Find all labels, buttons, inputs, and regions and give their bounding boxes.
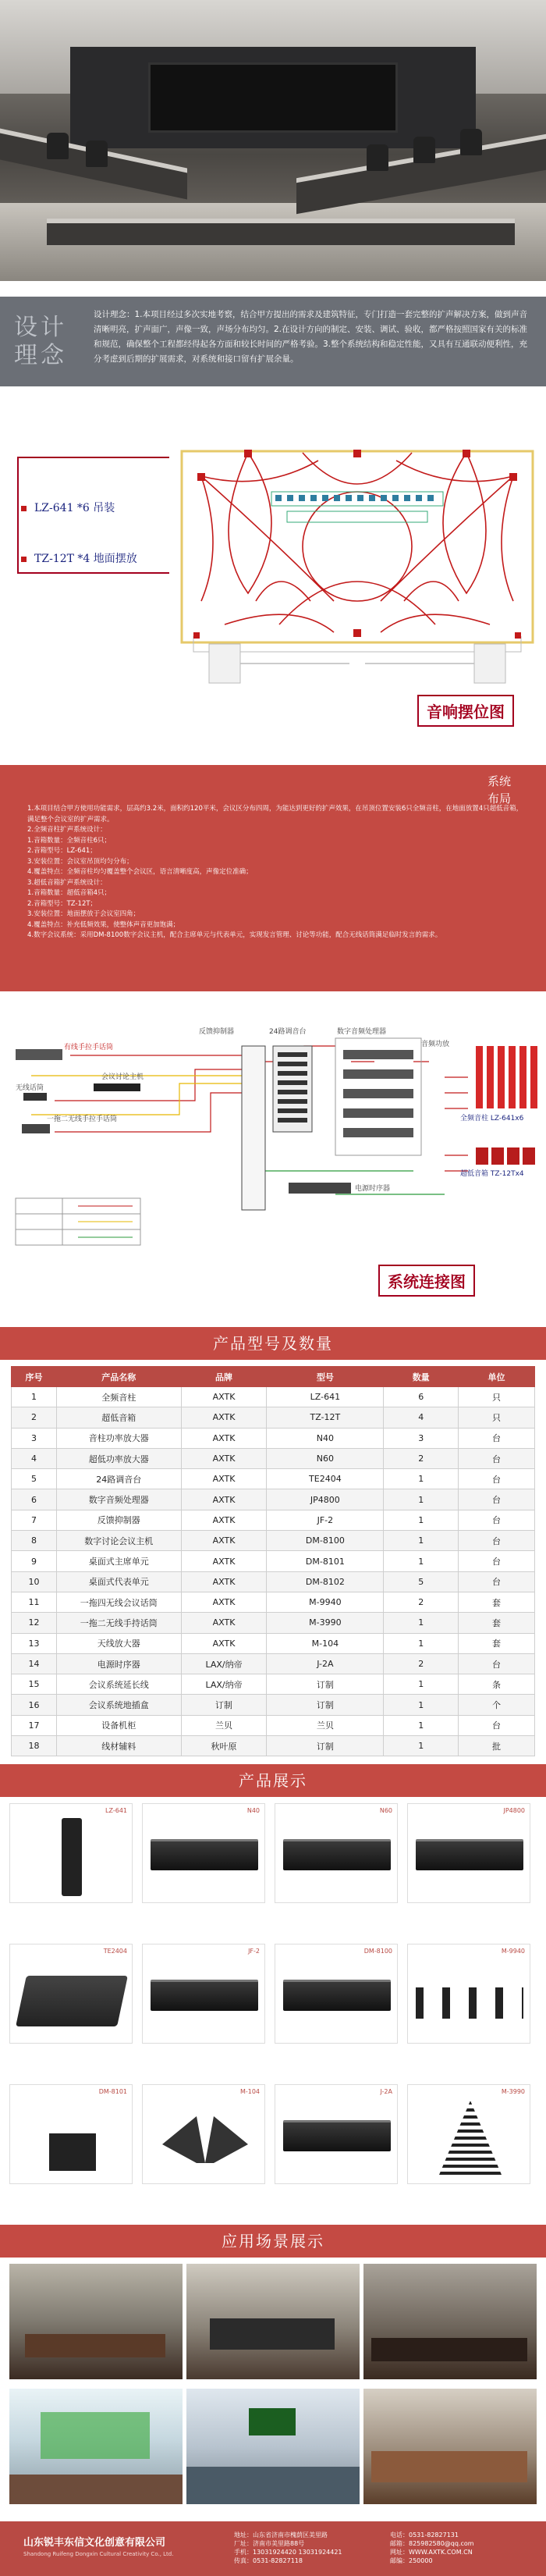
table-cell: 台	[459, 1428, 535, 1448]
diagram-left4: 一拖二无线手拉手话筒	[47, 1115, 118, 1123]
table-cell: 1	[12, 1387, 57, 1407]
table-cell: DM-8100	[267, 1531, 384, 1551]
design-title: 设计 理念	[14, 314, 67, 369]
product-image	[162, 2116, 248, 2163]
product-image	[16, 1976, 128, 2026]
table-cell: 桌面式代表单元	[56, 1571, 181, 1592]
product-card-label: N40	[246, 1807, 260, 1814]
table-cell: 9	[12, 1551, 57, 1571]
table-row	[12, 1448, 535, 1468]
table-row	[12, 1736, 535, 1756]
table-cell: 套	[459, 1633, 535, 1653]
table-row	[12, 1510, 535, 1530]
diagram-left3: 无线话筒	[16, 1084, 44, 1092]
table-cell: 一拖四无线会议话筒	[56, 1592, 181, 1612]
scene-photo-3	[363, 2264, 537, 2379]
product-card-label: M-104	[239, 2088, 260, 2095]
footer-col-2: 电话：0531-82827131 邮箱：825982580@qq.com 网址：WWW.AXTK.COM.CN 邮编：250000	[390, 2532, 474, 2564]
table-cell: 台	[459, 1715, 535, 1735]
table-cell: 电源时序器	[56, 1653, 181, 1674]
product-card	[275, 1944, 398, 2044]
footer-company: 山东锐丰东信文化创意有限公司	[23, 2537, 166, 2549]
table-cell: 2	[384, 1592, 459, 1612]
table-cell: 批	[459, 1736, 535, 1756]
product-card-label: DM-8100	[363, 1948, 392, 1955]
products-table-header	[12, 1367, 535, 1387]
product-card-label: JF-2	[248, 1948, 260, 1955]
table-cell: 套	[459, 1592, 535, 1612]
footer-col-1: 地址：山东省济南市槐荫区美里路 厂址：济南市美里路88号 手机：13031924420 13031924421 传真：0531-82827118	[234, 2532, 342, 2564]
product-card-label: JP4800	[503, 1807, 525, 1814]
product-image	[151, 1839, 258, 1870]
col-model: 型号	[267, 1367, 384, 1387]
table-cell: 天线放大器	[56, 1633, 181, 1653]
table-cell: N40	[267, 1428, 384, 1448]
front-desk	[47, 219, 515, 245]
table-cell: 7	[12, 1510, 57, 1530]
table-row	[12, 1715, 535, 1735]
table-cell: 个	[459, 1695, 535, 1715]
table-cell: 13	[12, 1633, 57, 1653]
table-cell: 台	[459, 1469, 535, 1489]
table-cell: AXTK	[181, 1551, 267, 1571]
table-cell: LZ-641	[267, 1387, 384, 1407]
table-cell: 只	[459, 1387, 535, 1407]
products-table	[11, 1366, 535, 1756]
table-cell: JF-2	[267, 1510, 384, 1530]
system-layout-text: 1.本项目结合甲方使用功能需求，层高约3.2米，面积约120平米，会议区分布四周，为能达到更好的扩声效果，在吊顶位置安装6只全频音柱，在地面放置4只超低音箱，满足整个会议室的扩声需求。 2.全频音柱扩声系统设计： 1.音箱数量：全频音柱6只； 2.音箱型号：LZ-641； 3.安装位置：会议室吊顶均匀分布； 4.覆盖特点：全频音柱均匀覆盖整个会议区，语言清晰度高，声像定位准确； 3.超低音箱扩声系统设计： 1.音箱数量：超低音箱4只； 2.音箱型号：TZ-12T； 3.安装位置：地面摆放于会议室四角； 4.覆盖特点：补充低频效果，使整体声音更加饱满； 4.数字会议系统：采用DM-8100数字会议主机，配合主席单元与代表单元，实现发言管理、讨论等功能，配合无线话筒满足临时发言的需求。	[27, 805, 523, 939]
table-cell: 全频音柱	[56, 1387, 181, 1407]
product-image	[283, 2120, 391, 2151]
table-row	[12, 1469, 535, 1489]
table-cell: 1	[384, 1531, 459, 1551]
table-row	[12, 1633, 535, 1653]
table-cell: 14	[12, 1653, 57, 1674]
diagram-left1: 有线手拉手话筒	[64, 1044, 114, 1051]
table-cell: 数字音频处理器	[56, 1489, 181, 1510]
table-cell: AXTK	[181, 1469, 267, 1489]
table-cell: 11	[12, 1592, 57, 1612]
table-cell: 订制	[267, 1736, 384, 1756]
table-cell: 秋叶原	[181, 1736, 267, 1756]
table-cell: 10	[12, 1571, 57, 1592]
table-cell: 24路调音台	[56, 1469, 181, 1489]
table-row	[12, 1407, 535, 1428]
system-layout-title: 系统 布局	[487, 774, 511, 806]
table-row	[12, 1695, 535, 1715]
showcase-banner: 产品展示	[0, 1764, 546, 1797]
table-cell: DM-8101	[267, 1551, 384, 1571]
table-row	[12, 1592, 535, 1612]
table-cell: AXTK	[181, 1489, 267, 1510]
product-card-label: M-3990	[501, 2088, 525, 2095]
table-cell: 条	[459, 1674, 535, 1695]
speaker-layout-section	[0, 433, 546, 734]
table-row	[12, 1674, 535, 1695]
table-cell: 5	[384, 1571, 459, 1592]
footer	[0, 2521, 546, 2576]
col-index: 序号	[12, 1367, 57, 1387]
table-cell: 一拖二无线手持话筒	[56, 1613, 181, 1633]
diagram-amp: 音频功放	[421, 1041, 450, 1048]
product-card	[275, 2084, 398, 2184]
table-cell: 1	[384, 1613, 459, 1633]
table-cell: AXTK	[181, 1633, 267, 1653]
table-cell: AXTK	[181, 1448, 267, 1468]
table-row	[12, 1428, 535, 1448]
table-cell: 台	[459, 1571, 535, 1592]
table-cell: 1	[384, 1469, 459, 1489]
product-card	[9, 1803, 133, 1903]
diagram-box1: 反馈抑制器	[199, 1028, 235, 1036]
table-cell: 线材辅料	[56, 1736, 181, 1756]
products-banner: 产品型号及数量	[0, 1327, 546, 1360]
product-card	[142, 1803, 265, 1903]
speaker-layout-caption: 音响摆位图	[417, 695, 514, 727]
table-cell: 1	[384, 1489, 459, 1510]
table-row	[12, 1571, 535, 1592]
product-card	[407, 1803, 530, 1903]
col-name: 产品名称	[56, 1367, 181, 1387]
table-cell: 超低功率放大器	[56, 1448, 181, 1468]
table-cell: M-104	[267, 1633, 384, 1653]
scene-photo-6	[363, 2389, 537, 2504]
table-row	[12, 1613, 535, 1633]
table-cell: 只	[459, 1407, 535, 1428]
table-cell: 会议系统地插盒	[56, 1695, 181, 1715]
product-image	[283, 1980, 391, 2011]
table-cell: M-3990	[267, 1613, 384, 1633]
table-cell: AXTK	[181, 1592, 267, 1612]
table-cell: 1	[384, 1736, 459, 1756]
hero-conference-photo	[0, 0, 546, 281]
table-cell: 17	[12, 1715, 57, 1735]
scene-photo-5	[186, 2389, 360, 2504]
product-image	[416, 1987, 523, 2019]
legend-tz12t: TZ-12T *4 地面摆放	[35, 550, 137, 566]
table-row	[12, 1531, 535, 1551]
table-cell: M-9940	[267, 1592, 384, 1612]
table-cell: 兰贝	[267, 1715, 384, 1735]
product-card-label: J-2A	[380, 2088, 392, 2095]
table-cell: 订制	[267, 1674, 384, 1695]
table-cell: 台	[459, 1551, 535, 1571]
col-brand: 品牌	[181, 1367, 267, 1387]
table-row	[12, 1387, 535, 1407]
table-cell: AXTK	[181, 1613, 267, 1633]
table-cell: 套	[459, 1613, 535, 1633]
diagram-box2: 24路调音台	[269, 1028, 307, 1036]
product-card-label: N60	[379, 1807, 392, 1814]
table-cell: 桌面式主席单元	[56, 1551, 181, 1571]
scene-photo-1	[9, 2264, 183, 2379]
legend-lz641: LZ-641 *6 吊装	[35, 500, 115, 515]
design-concept-section	[0, 281, 546, 390]
product-image	[49, 2108, 96, 2171]
table-cell: 12	[12, 1613, 57, 1633]
table-cell: 5	[12, 1469, 57, 1489]
product-card	[9, 2084, 133, 2184]
table-cell: 4	[12, 1448, 57, 1468]
design-box	[0, 297, 546, 386]
table-cell: 6	[384, 1387, 459, 1407]
product-card-label: TE2404	[103, 1948, 127, 1955]
table-cell: 2	[384, 1653, 459, 1674]
table-row	[12, 1551, 535, 1571]
product-card	[142, 1944, 265, 2044]
table-cell: 1	[384, 1510, 459, 1530]
table-cell: 反馈抑制器	[56, 1510, 181, 1530]
diagram-left2: 会议讨论主机	[101, 1073, 144, 1081]
table-cell: AXTK	[181, 1571, 267, 1592]
table-cell: DM-8102	[267, 1571, 384, 1592]
col-qty: 数量	[384, 1367, 459, 1387]
table-row	[12, 1489, 535, 1510]
table-cell: AXTK	[181, 1428, 267, 1448]
table-cell: LAX/纳帝	[181, 1653, 267, 1674]
table-cell: 台	[459, 1653, 535, 1674]
table-cell: N60	[267, 1448, 384, 1468]
diagram-box3: 数字音频处理器	[337, 1028, 387, 1036]
product-card	[275, 1803, 398, 1903]
table-cell: 台	[459, 1489, 535, 1510]
table-cell: TZ-12T	[267, 1407, 384, 1428]
product-card	[407, 1944, 530, 2044]
product-card-label: M-9940	[501, 1948, 525, 1955]
table-cell: 订制	[267, 1695, 384, 1715]
product-card-label: DM-8101	[98, 2088, 127, 2095]
product-image	[439, 2101, 502, 2175]
table-cell: J-2A	[267, 1653, 384, 1674]
product-image	[151, 1980, 258, 2011]
scene-photo-4	[9, 2389, 183, 2504]
table-cell: 8	[12, 1531, 57, 1551]
product-image	[283, 1839, 391, 1870]
diagram-caption: 系统连接图	[378, 1265, 475, 1297]
footer-company-en: Shandong Ruifeng Dongxin Cultural Creativity Co., Ltd.	[23, 2551, 174, 2557]
table-cell: 18	[12, 1736, 57, 1756]
table-cell: 兰贝	[181, 1715, 267, 1735]
table-cell: 订制	[181, 1695, 267, 1715]
table-cell: 台	[459, 1448, 535, 1468]
table-row	[12, 1653, 535, 1674]
table-cell: 2	[12, 1407, 57, 1428]
table-cell: 1	[384, 1674, 459, 1695]
product-card	[142, 2084, 265, 2184]
table-cell: LAX/纳帝	[181, 1674, 267, 1695]
table-cell: 1	[384, 1633, 459, 1653]
table-cell: 2	[384, 1448, 459, 1468]
diagram-box4: 电源时序器	[355, 1185, 391, 1193]
table-cell: 台	[459, 1510, 535, 1530]
table-cell: TE2404	[267, 1469, 384, 1489]
table-cell: 6	[12, 1489, 57, 1510]
table-cell: AXTK	[181, 1387, 267, 1407]
diagram-right2: 超低音箱 TZ-12Tx4	[460, 1170, 524, 1178]
table-cell: 音柱功率放大器	[56, 1428, 181, 1448]
table-cell: 1	[384, 1551, 459, 1571]
table-cell: 数字讨论会议主机	[56, 1531, 181, 1551]
table-cell: JP4800	[267, 1489, 384, 1510]
table-cell: 设备机柜	[56, 1715, 181, 1735]
table-cell: 1	[384, 1695, 459, 1715]
product-card	[9, 1944, 133, 2044]
led-screen	[148, 62, 398, 133]
scene-photo-2	[186, 2264, 360, 2379]
table-cell: 16	[12, 1695, 57, 1715]
table-cell: 超低音箱	[56, 1407, 181, 1428]
table-cell: 会议系统延长线	[56, 1674, 181, 1695]
table-cell: AXTK	[181, 1510, 267, 1530]
product-card	[407, 2084, 530, 2184]
floorplan-svg	[178, 445, 537, 695]
connection-diagram-section	[0, 1007, 546, 1311]
scenes-banner: 应用场景展示	[0, 2225, 546, 2258]
diagram-right1: 全频音柱 LZ-641x6	[460, 1115, 524, 1123]
product-image	[416, 1839, 523, 1870]
table-cell: 15	[12, 1674, 57, 1695]
table-cell: 台	[459, 1531, 535, 1551]
product-card-label: LZ-641	[105, 1807, 127, 1814]
col-unit: 单位	[459, 1367, 535, 1387]
table-cell: AXTK	[181, 1407, 267, 1428]
design-text: 设计理念：1.本项目经过多次实地考察，结合甲方提出的需求及建筑特征，专门打造一套完整的扩声解决方案，做到声音清晰明亮，扩声面广，声像一致，声场分布均匀。2.在设计方向的制定、安装、调试、验收，都严格按照国家有关的标准和规范，确保整个工程都经得起各方面和较长时间的严格考验。3.整个系统结构和稳定性能，又具有互通联动便利性，充分考虑到后期的扩展需求，对系统和接口留有扩展余量。	[94, 310, 528, 364]
product-image	[62, 1818, 82, 1896]
table-cell: 3	[384, 1428, 459, 1448]
table-cell: 3	[12, 1428, 57, 1448]
system-layout-section	[0, 765, 546, 991]
table-cell: 4	[384, 1407, 459, 1428]
table-cell: 1	[384, 1715, 459, 1735]
table-cell: AXTK	[181, 1531, 267, 1551]
